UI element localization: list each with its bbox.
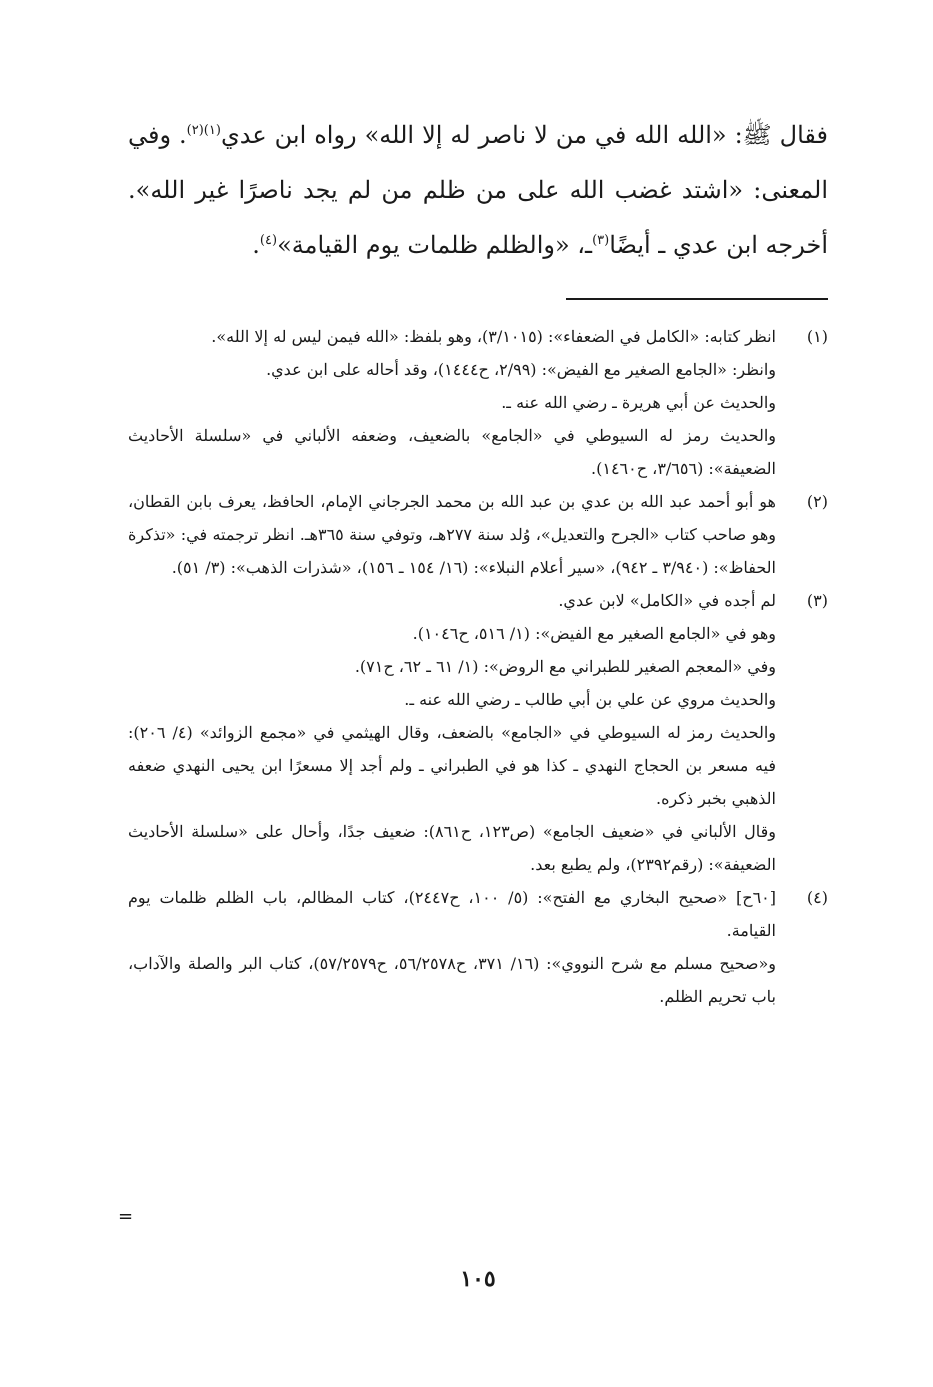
footnote-line: لم أجده في «الكامل» لابن عدي. [558,591,776,610]
footnote-body [128,320,776,485]
main-text-part-1: فقال ﷺ: «الله الله في من لا ناصر له إلا الله» رواه ابن عدي [220,121,828,149]
main-paragraph [128,108,828,273]
footnote-separator [566,298,828,300]
footnote-line: وقال الألباني في «ضعيف الجامع» (ص١٢٣، ح٨٦١): ضعيف جدًا، وأحال على «سلسلة الأحاديث الضعيفة»: (رقم٢٣٩٢)، ولم يطبع بعد. [128,822,777,874]
footnote-line: [٦٠ح] «صحيح البخاري مع الفتح»: (٥/ ١٠٠، ح٢٤٤٧)، كتاب المظالم، باب الظلم ظلمات يوم القيامة. [128,888,777,940]
footnote-line: والحديث مروي عن علي بن أبي طالب ـ رضي الله عنه ـ. [404,690,776,709]
footnote-line: والحديث عن أبي هريرة ـ رضي الله عنه ـ. [501,393,776,412]
footnotes [128,320,828,1013]
footnote-line: والحديث رمز له السيوطي في «الجامع» بالضعف، وقال الهيثمي في «مجمع الزوائد» (٤/ ٢٠٦): فيه مسعر بن الحجاج النهدي ـ كذا هو في الطبراني ـ ولم أجد إلا مسعرًا ابن يحيى النهدي ضعفه الذهبي بخبر ذكره. [128,723,776,808]
footnote-2 [128,485,828,584]
footnote-ref-4: (٤) [259,233,278,248]
footnote-line: هو أبو أحمد عبد الله بن عدي بن عبد الله بن محمد الجرجاني الإمام، الحافظ، يعرف بابن القطان، وهو صاحب كتاب «الجرح والتعديل»، وُلد سنة ٢٧٧هـ، وتوفي سنة ٣٦٥هـ. انظر ترجمته في: «تذكرة الحفاظ»: (٣/٩٤٠ ـ ٩٤٢)، «سير أعلام النبلاء»: (١٦/ ١٥٤ ـ ١٥٦)، «شذرات الذهب»: (٣/ ٥١). [128,492,776,577]
document-page [118,108,828,1358]
footnote-1 [128,320,828,485]
footnote-line: وهو في «الجامع الصغير مع الفيض»: (١/ ٥١٦، ح١٠٤٦). [412,624,776,643]
footnote-number: (٤) [806,888,828,907]
footnote-line: و«صحيح مسلم مع شرح النووي»: (١٦/ ٣٧١، ح٥٦/٢٥٧٨، ح٥٧/٢٥٧٩)، كتاب البر والصلة والآداب، باب تحريم الظلم. [128,954,777,1006]
footnote-3 [128,584,828,881]
footnote-line: انظر كتابه: «الكامل في الضعفاء»: (٣/١٠١٥)، وهو بلفظ: «الله فيمن ليس له إلا الله». [211,327,776,346]
footnote-body [128,881,776,1013]
footnote-number: (٣) [806,591,828,610]
footnote-number: (٢) [806,492,828,511]
footnote-body [128,584,776,881]
footnote-body [128,485,776,584]
footnote-line: وانظر: «الجامع الصغير مع الفيض»: (٢/٩٩، ح١٤٤٤)، وقد أحاله على ابن عدي. [266,360,776,379]
footnote-ref-1-2: (١)(٢) [186,123,221,138]
main-text-end: . [252,231,260,259]
page-number: ١٠٥ [460,1266,496,1292]
main-text [128,108,828,273]
continuation-mark: = [118,1206,134,1227]
main-text-part-3: ـ، «والظلم ظلمات يوم القيامة» [277,231,593,259]
footnote-line: والحديث رمز له السيوطي في «الجامع» بالضعيف، وضعفه الألباني في «سلسلة الأحاديث الضعيفة»: (٣/٦٥٦، ح١٤٦٠). [128,426,776,478]
footnote-ref-3: (٣) [592,233,610,248]
footnote-4 [128,881,828,1013]
main-text-part-2: . وفي المعنى: «اشتد غضب الله على من ظلم من لم يجد ناصرًا غير الله». أخرجه ابن عدي ـ أيضًا [128,121,828,259]
footnote-number: (١) [806,327,828,346]
footnote-line: وفي «المعجم الصغير للطبراني مع الروض»: (١/ ٦١ ـ ٦٢، ح٧١). [354,657,776,676]
